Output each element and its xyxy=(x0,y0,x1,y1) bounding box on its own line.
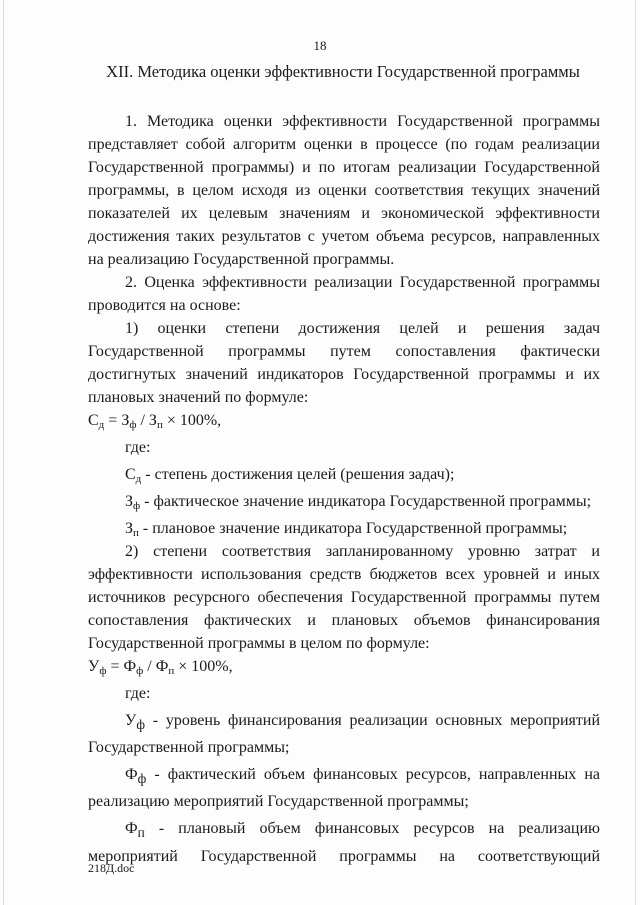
scan-edge-right xyxy=(635,0,636,905)
formula-denominator-sub: п xyxy=(156,419,163,431)
definition-item xyxy=(88,490,600,513)
definition-symbol: З xyxy=(125,493,134,510)
definition-symbol: С xyxy=(125,466,136,483)
formula-lhs-sub: ф xyxy=(99,665,107,677)
definition-symbol: З xyxy=(125,520,134,537)
paragraph-1: 1. Методика оценки эффективности Государственной программы представляет собой алгоритм оценки в процессе (по годам реализации Государственной программы) и по итогам реализации Государственной программы, в целом исходя из оценки соответствия текущих значений показателей их целевым значениям и экономической эффективности достижения таких результатов с учетом объема ресурсов, направленных на реализацию Государственной программы. xyxy=(88,113,600,268)
definition-text: - уровень финансирования реализации основных мероприятий Государственной программы; xyxy=(88,712,600,757)
file-name-footer: 218Д.doc xyxy=(88,861,135,875)
formula-financing: $У_ф = Ф_ф / Ф_п \times 100\%$, xyxy=(88,658,233,677)
definition-symbol: Ф xyxy=(125,820,138,838)
formula-numerator: З xyxy=(121,412,130,429)
section-heading: XII. Методика оценки эффективности Государственной программы xyxy=(106,62,580,81)
scan-edge-left xyxy=(3,0,4,905)
definition-text: - степень достижения целей (решения задач); xyxy=(141,466,455,483)
definition-symbol-sub: п xyxy=(133,527,139,539)
definition-symbol-sub: ф xyxy=(136,717,145,733)
formula-denominator: З xyxy=(148,412,157,429)
definition-symbol: Ф xyxy=(125,766,138,784)
formula-lhs: У xyxy=(88,658,100,675)
list-item-1: 1) оценки степени достижения целей и решения задач Государственной программы путем сопоставления фактически достигнутых значений индикаторов Государственной программы и их плановых значений по формуле: xyxy=(88,320,600,406)
page-number: 18 xyxy=(313,38,327,53)
paragraph-2: 2. Оценка эффективности реализации Государственной программы проводится на основе: xyxy=(88,274,600,314)
definition-text: - фактический объем финансовых ресурсов, направленных на реализацию мероприятий Государственной программы; xyxy=(88,766,600,811)
definition-text: - фактическое значение индикатора Государственной программы; xyxy=(140,493,592,510)
formula-tail: × 100%, xyxy=(178,658,233,675)
definition-text: - плановый объем финансовых ресурсов на реализацию мероприятий Государственной программы на соответствующий xyxy=(88,820,600,865)
formula-lhs: С xyxy=(88,412,99,429)
definition-item xyxy=(88,817,600,867)
formula-denominator: Ф xyxy=(155,658,169,675)
formula-denominator-sub: п xyxy=(168,665,175,677)
formula-tail: × 100%, xyxy=(166,412,222,429)
where-label: где: xyxy=(125,439,151,456)
formula-achievement: $С_д = З_ф / З_п \times 100\%$, xyxy=(88,412,222,431)
formula-numerator-sub: ф xyxy=(136,665,144,677)
definition-symbol-sub: ф xyxy=(133,500,141,512)
list-item-2: 2) степени соответствия запланированному уровню затрат и эффективности использования средств бюджетов всех уровней и иных источников ресурсного обеспечения Государственной программы путем сопоставления фактических и плановых объемов финансирования Государственной программы в целом по формуле: xyxy=(88,543,600,652)
definition-item xyxy=(88,709,600,759)
formula-numerator-sub: ф xyxy=(129,419,137,431)
formula-numerator: Ф xyxy=(123,658,137,675)
definition-item xyxy=(88,517,600,540)
formula-lhs-sub: д xyxy=(98,419,105,431)
definition-item xyxy=(88,463,600,486)
definition-item xyxy=(88,763,600,813)
definition-symbol-sub: п xyxy=(137,825,145,841)
definition-symbol: У xyxy=(125,712,137,729)
where-label: где: xyxy=(125,685,151,702)
definition-symbol-sub: ф xyxy=(137,771,147,787)
definition-symbol-sub: д xyxy=(135,473,142,485)
definition-text: - плановое значение индикатора Государственной программы; xyxy=(138,520,568,537)
document-body xyxy=(88,110,600,868)
